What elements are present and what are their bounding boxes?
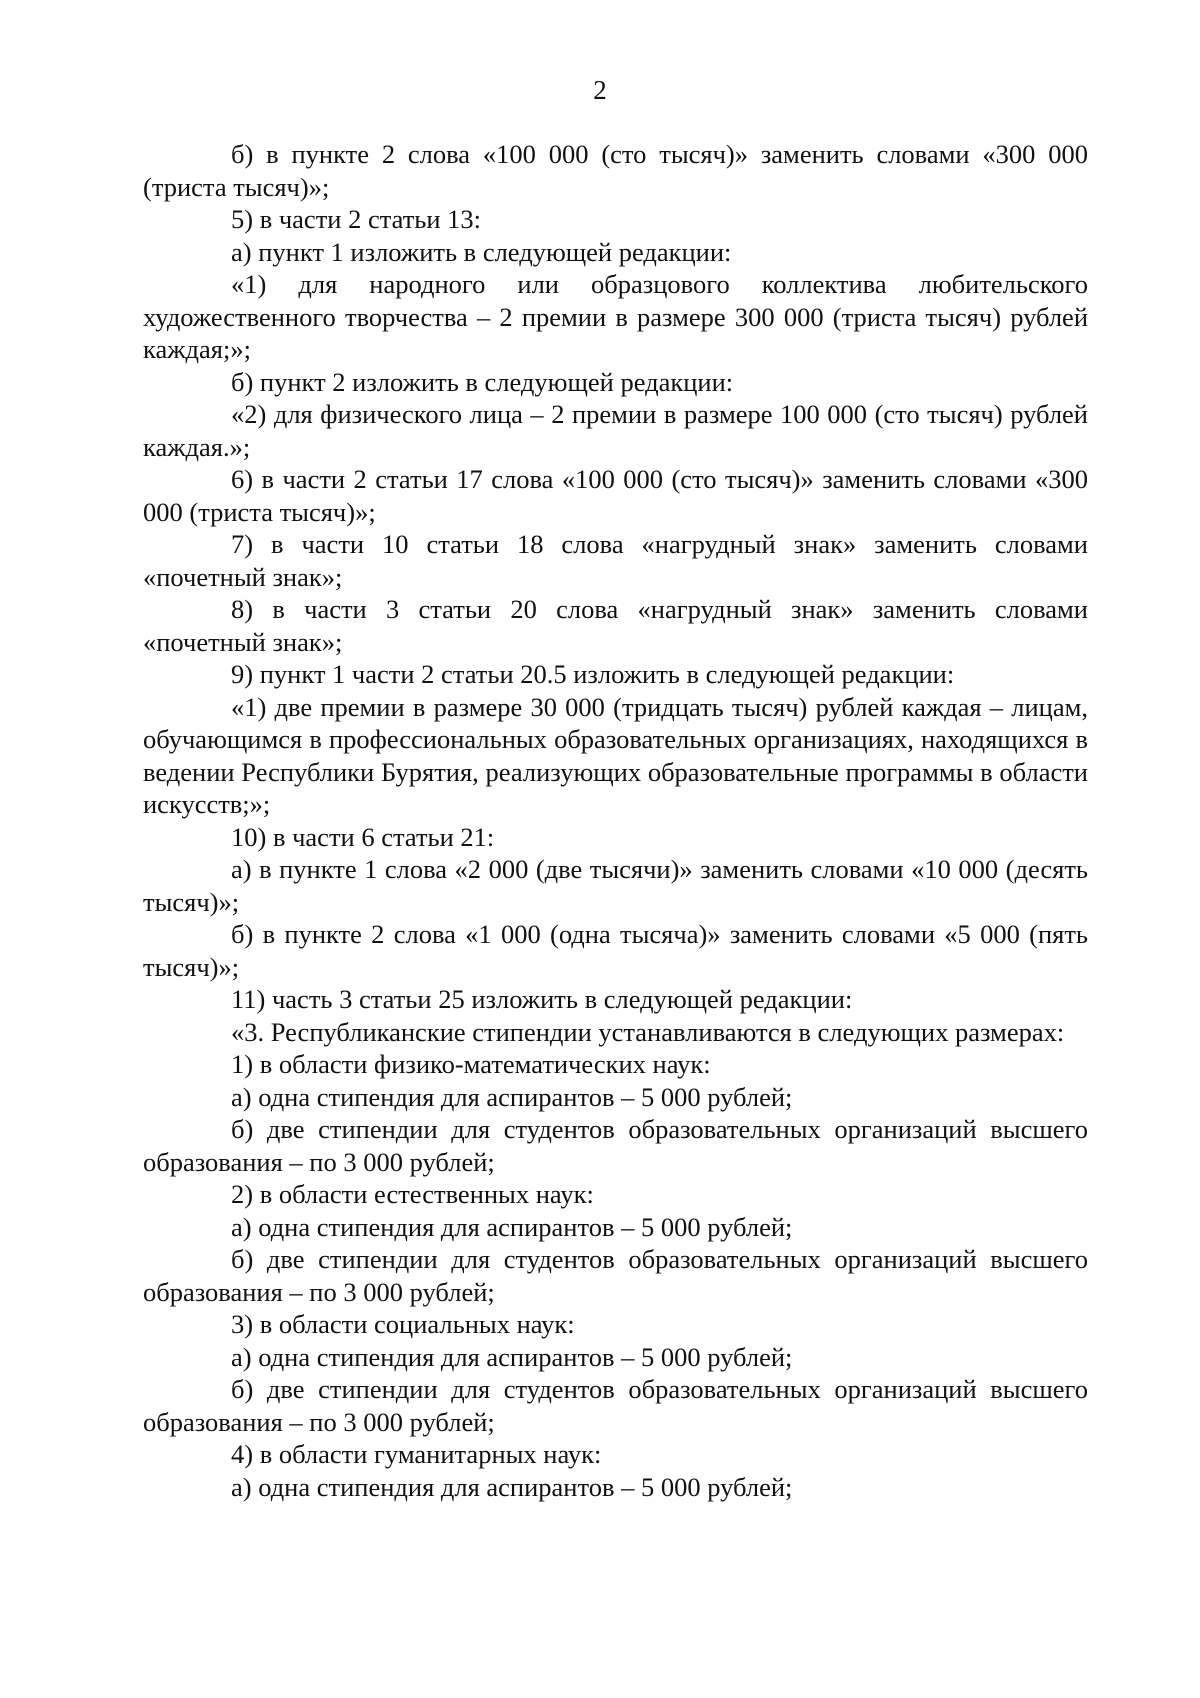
paragraph: 11) часть 3 статьи 25 изложить в следующей редакции: bbox=[231, 984, 853, 1014]
document-body bbox=[143, 138, 1088, 1503]
paragraph: а) пункт 1 изложить в следующей редакции: bbox=[231, 236, 732, 267]
paragraph: «3. Республиканские стипендии устанавливаются в следующих размерах: bbox=[231, 1016, 1065, 1047]
paragraph: 10) в части 6 статьи 21: bbox=[231, 821, 495, 852]
paragraph: 5) в части 2 статьи 13: bbox=[231, 204, 482, 234]
paragraph: б) пункт 2 изложить в следующей редакции: bbox=[231, 366, 734, 397]
paragraph: б) две стипендии для студентов образовательных организаций высшего образования – по 3 000 рублей; bbox=[143, 1114, 1088, 1177]
paragraph: а) одна стипендия для аспирантов – 5 000 рублей; bbox=[231, 1081, 793, 1112]
paragraph: 2) в области естественных наук: bbox=[231, 1179, 594, 1209]
paragraph: 7) в части 10 статьи 18 слова «нагрудный знак» заменить словами «почетный знак»; bbox=[143, 529, 1088, 592]
paragraph: «1) две премии в размере 30 000 (тридцать тысяч) рублей каждая – лицам, обучающимся в профессиональных образовательных организациях, находящихся в ведении Республики Бурятия, реализующих образовательные программы в области искусств;»; bbox=[143, 691, 1088, 819]
paragraph: «1) для народного или образцового коллектива любительского художественного творчества – 2 премии в размере 300 000 (триста тысяч) рублей каждая;»; bbox=[143, 269, 1088, 364]
paragraph: 8) в части 3 статьи 20 слова «нагрудный знак» заменить словами «почетный знак»; bbox=[143, 594, 1088, 657]
paragraph: а) одна стипендия для аспирантов – 5 000 рублей; bbox=[231, 1211, 793, 1242]
paragraph: б) в пункте 2 слова «1 000 (одна тысяча)» заменить словами «5 000 (пять тысяч)»; bbox=[143, 919, 1088, 982]
paragraph: б) две стипендии для студентов образовательных организаций высшего образования – по 3 000 рублей; bbox=[143, 1244, 1088, 1307]
paragraph: «2) для физического лица – 2 премии в размере 100 000 (сто тысяч) рублей каждая.»; bbox=[143, 399, 1088, 462]
paragraph: 4) в области гуманитарных наук: bbox=[231, 1439, 602, 1469]
paragraph: 3) в области социальных наук: bbox=[231, 1309, 575, 1339]
page-number: 2 bbox=[593, 75, 607, 105]
paragraph: 6) в части 2 статьи 17 слова «100 000 (сто тысяч)» заменить словами «300 000 (триста тысяч)»; bbox=[143, 464, 1088, 527]
paragraph: 1) в области физико-математических наук: bbox=[231, 1049, 711, 1079]
paragraph: б) две стипендии для студентов образовательных организаций высшего образования – по 3 000 рублей; bbox=[143, 1374, 1088, 1437]
paragraph: а) одна стипендия для аспирантов – 5 000 рублей; bbox=[231, 1341, 793, 1372]
paragraph: 9) пункт 1 части 2 статьи 20.5 изложить в следующей редакции: bbox=[231, 659, 955, 689]
paragraph: б) в пункте 2 слова «100 000 (сто тысяч)» заменить словами «300 000 (триста тысяч)»; bbox=[143, 139, 1088, 202]
paragraph: а) одна стипендия для аспирантов – 5 000 рублей; bbox=[231, 1471, 793, 1502]
paragraph: а) в пункте 1 слова «2 000 (две тысячи)» заменить словами «10 000 (десять тысяч)»; bbox=[143, 854, 1088, 917]
